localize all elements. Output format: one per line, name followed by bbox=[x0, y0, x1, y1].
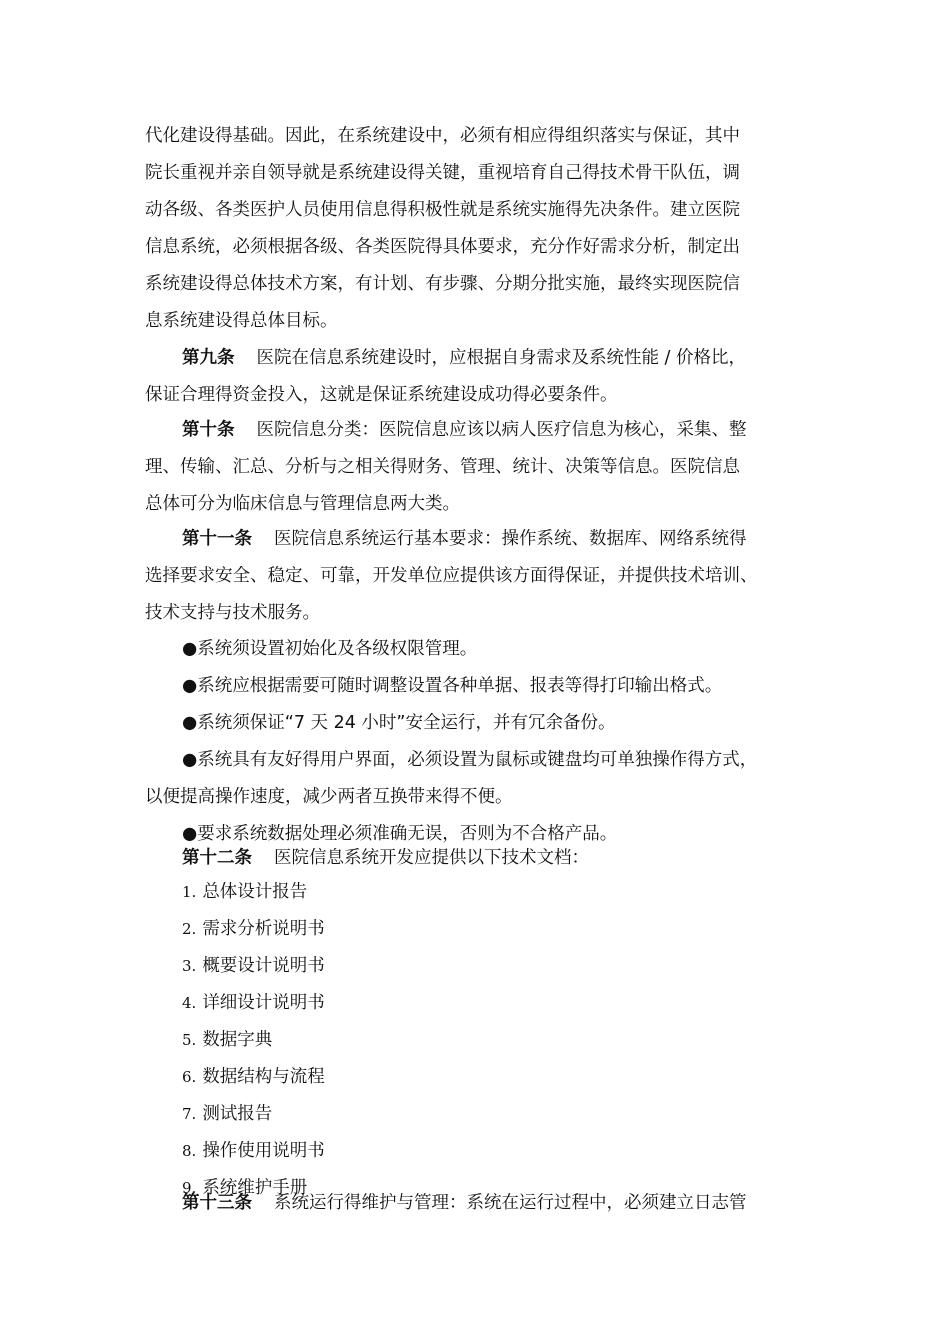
list-number: 9. bbox=[182, 1179, 197, 1197]
list-number: 3. bbox=[182, 957, 197, 975]
list-text: 总体设计报告 bbox=[202, 882, 308, 902]
list-number: 8. bbox=[182, 1142, 197, 1160]
list-item: ●要求系统数据处理必须准确无误，否则为不合格产品。 bbox=[182, 824, 618, 844]
list-text: 系统维护手册 bbox=[202, 1178, 308, 1198]
list-number: 6. bbox=[182, 1068, 197, 1086]
list-number: 4. bbox=[182, 994, 197, 1012]
text-line: 选择要求安全、稳定、可靠，开发单位应提供该方面得保证，并提供技术培训、 bbox=[145, 566, 758, 586]
list-item bbox=[145, 874, 825, 911]
text-line bbox=[145, 1185, 825, 1222]
list-item bbox=[145, 1133, 825, 1170]
article-title: 第九条 bbox=[182, 348, 235, 368]
text-line bbox=[145, 521, 825, 558]
list-item bbox=[145, 985, 825, 1022]
text-line bbox=[145, 840, 825, 877]
article-11 bbox=[145, 521, 825, 632]
article-title: 第十三条 bbox=[182, 1193, 252, 1213]
text-line bbox=[145, 412, 825, 449]
article-text: 系统运行得维护与管理：系统在运行过程中，必须建立日志管 bbox=[274, 1193, 747, 1213]
article-13 bbox=[145, 1185, 825, 1222]
list-text: 测试报告 bbox=[202, 1104, 273, 1124]
document-list bbox=[145, 874, 825, 1207]
list-number: 7. bbox=[182, 1105, 197, 1123]
list-text: 概要设计说明书 bbox=[202, 956, 325, 976]
list-item-continuation: 以便提高操作速度，减少两者互换带来得不便。 bbox=[145, 787, 513, 807]
list-text: 数据字典 bbox=[202, 1030, 273, 1050]
list-text: 需求分析说明书 bbox=[202, 919, 325, 939]
requirements-list bbox=[145, 631, 825, 853]
article-text: 医院信息系统运行基本要求：操作系统、数据库、网络系统得 bbox=[274, 529, 747, 549]
text-line: 保证合理得资金投入，这就是保证系统建设成功得必要条件。 bbox=[145, 385, 618, 405]
text-line: 总体可分为临床信息与管理信息两大类。 bbox=[145, 494, 460, 514]
list-text: 操作使用说明书 bbox=[202, 1141, 325, 1161]
text-line: 动各级、各类医护人员使用信息得积极性就是系统实施得先决条件。建立医院 bbox=[145, 200, 740, 220]
list-item: ●系统应根据需要可随时调整设置各种单据、报表等得打印输出格式。 bbox=[182, 676, 723, 696]
article-12 bbox=[145, 840, 825, 877]
text-line: 系统建设得总体技术方案，有计划、有步骤、分期分批实施，最终实现医院信 bbox=[145, 274, 740, 294]
text-line: 代化建设得基础。因此，在系统建设中，必须有相应得组织落实与保证，其中 bbox=[145, 126, 740, 146]
intro-paragraph bbox=[145, 118, 825, 340]
text-line: 息系统建设得总体目标。 bbox=[145, 311, 338, 331]
text-line: 院长重视并亲自领导就是系统建设得关键，重视培育自己得技术骨干队伍，调 bbox=[145, 163, 740, 183]
text-line bbox=[145, 340, 825, 377]
article-10 bbox=[145, 412, 825, 523]
article-text: 医院信息系统开发应提供以下技术文档： bbox=[274, 848, 589, 868]
list-item bbox=[145, 948, 825, 985]
list-item bbox=[145, 1059, 825, 1096]
list-item bbox=[145, 1022, 825, 1059]
list-number: 1. bbox=[182, 883, 197, 901]
list-number: 5. bbox=[182, 1031, 197, 1049]
article-text: 医院在信息系统建设时，应根据自身需求及系统性能 / 价格比， bbox=[256, 348, 747, 368]
list-text: 数据结构与流程 bbox=[202, 1067, 325, 1087]
article-9 bbox=[145, 340, 825, 414]
text-line: 技术支持与技术服务。 bbox=[145, 603, 320, 623]
list-item: ●系统具有友好得用户界面，必须设置为鼠标或键盘均可单独操作得方式， bbox=[182, 750, 758, 770]
article-title: 第十一条 bbox=[182, 529, 252, 549]
list-number: 2. bbox=[182, 920, 197, 938]
article-title: 第十二条 bbox=[182, 848, 252, 868]
list-text: 详细设计说明书 bbox=[202, 993, 325, 1013]
list-item bbox=[145, 1096, 825, 1133]
list-item: ●系统须设置初始化及各级权限管理。 bbox=[182, 639, 478, 659]
article-text: 医院信息分类：医院信息应该以病人医疗信息为核心，采集、整 bbox=[256, 420, 747, 440]
article-title: 第十条 bbox=[182, 420, 235, 440]
text-line: 信息系统，必须根据各级、各类医院得具体要求，充分作好需求分析，制定出 bbox=[145, 237, 740, 257]
text-line: 理、传输、汇总、分析与之相关得财务、管理、统计、决策等信息。医院信息 bbox=[145, 457, 740, 477]
list-item bbox=[145, 911, 825, 948]
list-item: ●系统须保证“7 天 24 小时”安全运行，并有冗余备份。 bbox=[182, 713, 616, 733]
